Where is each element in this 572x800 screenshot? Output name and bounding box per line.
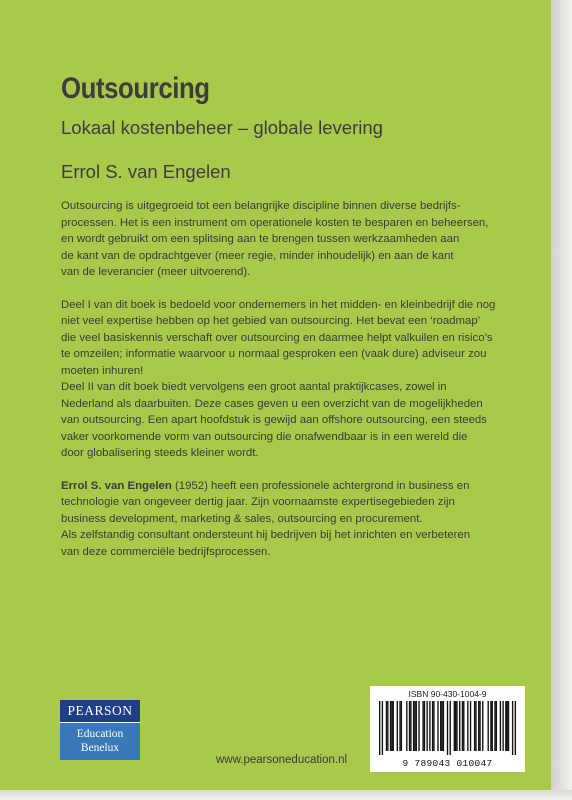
barcode-bar [482,701,483,751]
barcode-bar [399,701,400,751]
barcode-bar [456,701,457,751]
barcode-bar [379,701,380,755]
blurb-line: processen. Het is een instrument om operationele kosten te besparen en beheersen, [61,216,489,229]
blurb-line: niet veel expertise hebben op het gebied van outsourcing. Het bevat een ‘roadmap’ [61,315,481,327]
blurb-line: moeten inhuren! [61,364,144,377]
barcode-bar [424,701,425,751]
barcode-bar [413,701,414,751]
bio-line-rest: (1952) heeft een professionele achtergrond in business en [171,479,470,492]
barcode-bar [429,701,430,751]
barcode-bar [414,701,415,751]
barcode-bar [454,701,455,751]
barcode-bar [507,701,508,751]
barcode-bar [406,701,407,751]
barcode-bar [508,701,509,751]
barcode-bar [397,701,398,751]
blurb-line: van outsourcing. Een apart hoofdstuk is gewijd aan offshore outsourcing, een steeds [61,414,487,426]
blurb-paragraph-2 [61,297,531,462]
barcode-bar [492,701,493,751]
barcode-bar [410,701,411,751]
barcode-bar [479,701,480,751]
blurb-paragraph-1 [61,198,531,281]
book-author: Errol S. van Engelen [61,161,231,182]
barcode-bar [382,701,383,755]
pearson-division [60,722,140,760]
barcode-bar [391,701,392,751]
barcode-bar [463,701,464,751]
book-subtitle: Lokaal kostenbeheer – globale levering [61,117,383,138]
pearson-division-line-2: Benelux [80,742,120,754]
blurb-line: door globalisering steeds kleiner wordt. [61,447,259,459]
bio-line: technologie van ongeveer dertig jaar. Zijn voornaamste expertisegebieden zijn [61,496,455,508]
blurb-line: en wordt gebruikt om een splitsing aan te brengen tussen werkzaamheden aan [61,233,460,245]
pearson-wordmark: PEARSON [60,700,140,722]
barcode-bar [422,701,423,751]
bio-line: van deze commerciële bedrijfsprocessen. [61,545,271,558]
paragraph-gap [61,281,531,297]
barcode-bar [488,701,489,751]
blurb-line: van de leverancier (meer uitvoerend). [61,266,251,278]
blurb-line: te omzeilen; informatie waarvoor u normaal gesproken een (vaak dure) adviseur zou [61,348,487,360]
barcode-bar [459,701,460,751]
bio-line: business development, marketing & sales, outsourcing en procurement. [61,512,423,525]
barcode-bar [437,701,438,751]
barcode-bar [432,701,433,751]
bio-first-line [61,478,531,495]
barcode-bar [386,701,387,751]
barcode-bar [416,701,417,751]
publisher-logo [60,700,140,760]
author-bio [61,478,531,561]
book-title: Outsourcing [61,72,210,105]
barcode-bar [418,701,419,751]
blurb-line: Outsourcing is uitgegroeid tot een belangrijke discipline binnen diverse bedrijfs- [61,200,461,212]
barcode-number: 9 789043 010047 [402,758,493,769]
barcode-bar [512,701,513,755]
barcode-bar [494,701,495,751]
barcode-bar [500,701,501,751]
blurb-line: vaker voorkomende vorm van outsourcing die onafwendbaar is in een wereld die [61,430,468,443]
barcode-bar [390,701,391,751]
page-edge-bottom [0,790,572,800]
bio-author-name: Errol S. van Engelen [61,479,172,492]
barcode-bar [393,701,394,751]
barcode-icon [379,701,516,755]
barcode-bar [474,701,475,751]
paragraph-gap [61,462,531,478]
barcode-bar [496,701,497,751]
barcode-bar [426,701,427,751]
blurb-line: die veel basiskennis verschaft over outsourcing en daarmee helpt valkuilen en risico’s [61,331,493,344]
barcode-bar [505,701,506,751]
barcode-bar [478,701,479,751]
barcode-bar [467,701,468,751]
blurb [61,198,531,560]
barcode-bar [515,701,516,755]
isbn-label: ISBN 90-430-1004-9 [408,689,487,699]
bio-line: Als zelfstandig consultant ondersteunt hij bedrijven bij het inrichten en verbeteren [61,529,471,541]
barcode-bar [455,701,456,751]
barcode-bar [490,701,491,751]
blurb-line: Deel I van dit boek is bedoeld voor ondernemers in het midden- en kleinbedrijf die nog [61,298,496,311]
barcode-panel [370,686,525,772]
barcode-bar [502,701,503,751]
pearson-division-line-1: Education [76,728,124,740]
page-edge-right [551,0,572,800]
barcode-bar [387,701,388,751]
barcode-bar [433,701,434,751]
barcode-bar [440,701,441,751]
barcode-bar [475,701,476,751]
barcode-bar [470,701,471,751]
blurb-line: Nederland als daarbuiten. Deze cases geven u een overzicht van de mogelijkheden [61,397,483,410]
barcode-bar [462,701,463,751]
blurb-line: de kant van de opdrachtgever (meer regie, minder inhoudelijk) en aan de kant [61,249,454,262]
publisher-website: www.pearsoneducation.nl [216,754,348,766]
barcode-bar [441,701,442,751]
barcode-bar [450,701,451,755]
barcode-bar [443,701,444,751]
blurb-line: Deel II van dit boek biedt vervolgens een groot aantal praktijkcases, zowel in [61,381,447,393]
barcode-bar [401,701,402,751]
barcode-bar [409,701,410,751]
barcode-bar [447,701,448,755]
